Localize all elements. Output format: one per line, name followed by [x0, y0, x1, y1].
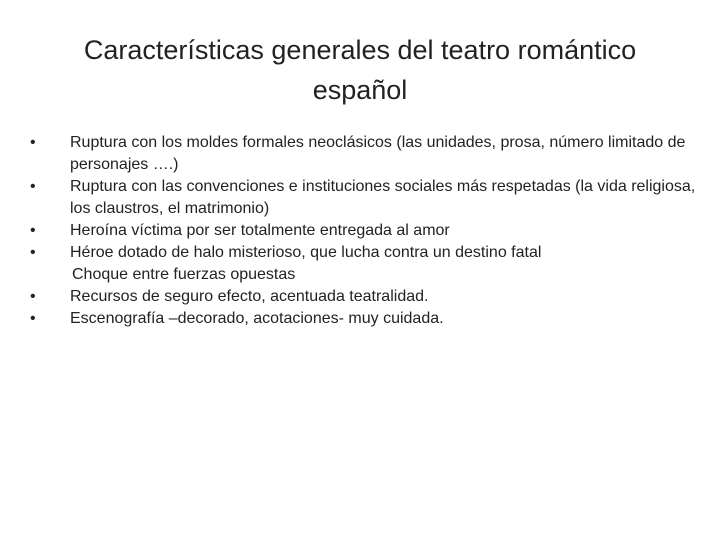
bullet-item	[30, 132, 700, 176]
bullet-item	[30, 242, 700, 264]
title-line-1: Características generales del teatro romántico	[83, 35, 637, 65]
bullet-dot-icon: •	[30, 222, 36, 239]
bullet-list	[30, 132, 700, 330]
title-line-2: español	[312, 75, 408, 105]
bullet-item	[30, 220, 700, 242]
continuation-text: Choque entre fuerzas opuestas	[72, 266, 296, 283]
bullet-text: Heroína víctima por ser totalmente entregada al amor	[70, 222, 450, 239]
bullet-dot-icon: •	[30, 134, 36, 151]
bullet-item	[30, 308, 700, 330]
bullet-item	[30, 176, 700, 220]
bullet-item	[30, 286, 700, 308]
bullet-dot-icon: •	[30, 288, 36, 305]
bullet-dot-icon: •	[30, 310, 36, 327]
bullet-text: Recursos de seguro efecto, acentuada teatralidad.	[70, 288, 429, 305]
bullet-dot-icon: •	[30, 178, 36, 195]
continuation-line	[30, 264, 700, 286]
bullet-dot-icon: •	[30, 244, 36, 261]
bullet-text: Ruptura con los moldes formales neoclásicos (las unidades, prosa, número limitado de personajes ….)	[70, 134, 686, 173]
slide-title	[0, 30, 720, 110]
bullet-text: Héroe dotado de halo misterioso, que lucha contra un destino fatal	[70, 244, 542, 261]
bullet-text: Escenografía –decorado, acotaciones- muy cuidada.	[70, 310, 444, 327]
bullet-text: Ruptura con las convenciones e instituciones sociales más respetadas (la vida religiosa, los claustros, el matrimonio)	[70, 178, 696, 217]
